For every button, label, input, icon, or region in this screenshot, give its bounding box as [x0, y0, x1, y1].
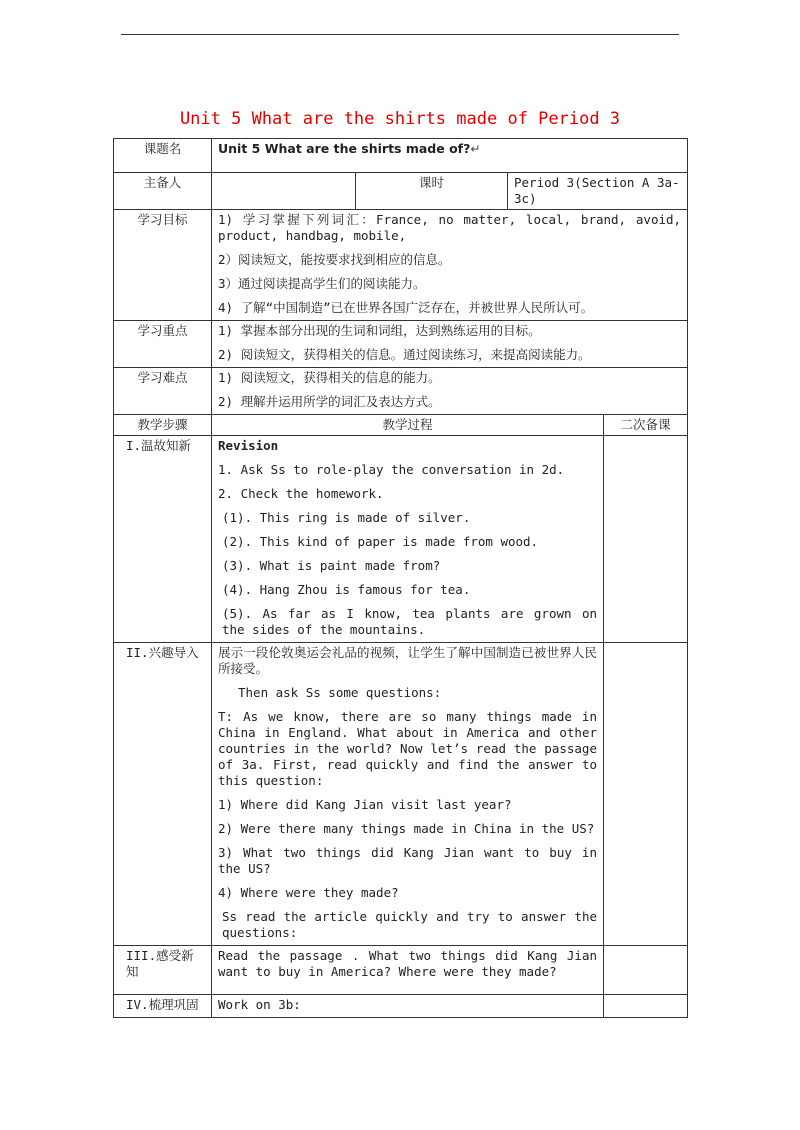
difficulties-row — [114, 368, 688, 415]
step-line: 2. Check the homework. — [218, 486, 384, 501]
step-line: 1. Ask Ss to role-play the conversation in 2d. — [218, 462, 565, 477]
period-label: 课时 — [356, 173, 508, 210]
topic-value: Unit 5 What are the shirts made of? — [218, 141, 471, 156]
prep-header: 二次备课 — [604, 415, 688, 436]
objective-item: 1) 学习掌握下列词汇：France, no matter, local, brand, avoid, product, handbag, mobile, — [218, 212, 682, 243]
objective-item: 3）通过阅读提高学生们的阅读能力。 — [218, 276, 426, 291]
step-label: IV.梳理巩固 — [114, 995, 212, 1018]
step-line: (4). Hang Zhou is famous for tea. — [222, 582, 471, 597]
topic-value-cell — [212, 139, 688, 173]
step-row — [114, 946, 688, 995]
step-line: 3) What two things did Kang Jian want to buy in the US? — [218, 845, 597, 876]
step-line: (3). What is paint made from? — [222, 558, 441, 573]
difficulty-item: 1) 阅读短文，获得相关的信息的能力。 — [218, 370, 441, 385]
difficulty-item: 2) 理解并运用所学的词汇及表达方式。 — [218, 394, 441, 409]
step-line: Then ask Ss some questions: — [238, 685, 442, 700]
step-content — [212, 995, 604, 1018]
step-line: 1) Where did Kang Jian visit last year? — [218, 797, 512, 812]
step-row — [114, 643, 688, 946]
step-content — [212, 643, 604, 946]
step-line: 2) Were there many things made in China in the US? — [218, 821, 595, 836]
objectives-cell — [212, 210, 688, 321]
difficulties-label: 学习难点 — [114, 368, 212, 415]
step-line: 展示一段伦敦奥运会礼品的视频，让学生了解中国制造已被世界人民所接受。 — [218, 645, 597, 676]
process-header: 教学过程 — [212, 415, 604, 436]
step-content — [212, 436, 604, 643]
process-header-row — [114, 415, 688, 436]
objectives-row — [114, 210, 688, 321]
step-prep-cell — [604, 946, 688, 995]
keypoints-cell — [212, 321, 688, 368]
objective-item: 4) 了解“中国制造”已在世界各国广泛存在，并被世界人民所认可。 — [218, 300, 594, 315]
preparer-label: 主备人 — [114, 173, 212, 210]
step-prep-cell — [604, 436, 688, 643]
keypoint-item: 1) 掌握本部分出现的生词和词组，达到熟练运用的目标。 — [218, 323, 541, 338]
step-line: 4) Where were they made? — [218, 885, 399, 900]
step-line: (5). As far as I know, tea plants are grown on the sides of the mountains. — [222, 606, 597, 637]
keypoint-item: 2) 阅读短文，获得相关的信息。通过阅读练习，来提高阅读能力。 — [218, 347, 591, 362]
step-line: (2). This kind of paper is made from wood. — [222, 534, 539, 549]
period-value: Period 3(Section A 3a-3c) — [508, 173, 688, 210]
keypoints-row — [114, 321, 688, 368]
step-prep-cell — [604, 995, 688, 1018]
topic-row — [114, 139, 688, 173]
objectives-label: 学习目标 — [114, 210, 212, 321]
preparer-row — [114, 173, 688, 210]
step-row — [114, 436, 688, 643]
keypoints-label: 学习重点 — [114, 321, 212, 368]
step-label: I.温故知新 — [114, 436, 212, 643]
topic-label: 课题名 — [114, 139, 212, 173]
lesson-plan-table — [113, 138, 688, 1018]
step-row — [114, 995, 688, 1018]
step-label: III.感受新知 — [114, 946, 212, 995]
step-line: T: As we know, there are so many things made in China in England. What about in America and other countries in the world? Now let’s read the passage of 3a. First, read quickly and find the answer to this question: — [218, 709, 597, 788]
step-line: (1). This ring is made of silver. — [222, 510, 471, 525]
header-rule — [121, 34, 679, 35]
difficulties-cell — [212, 368, 688, 415]
preparer-value — [212, 173, 356, 210]
document-title: Unit 5 What are the shirts made of Period 3 — [179, 109, 621, 129]
steps-header: 教学步骤 — [114, 415, 212, 436]
objective-item: 2）阅读短文，能按要求找到相应的信息。 — [218, 252, 451, 267]
step-content — [212, 946, 604, 995]
step-line: Read the passage . What two things did Kang Jian want to buy in America? Where were they made? — [218, 948, 597, 979]
step-line: Work on 3b: — [218, 997, 301, 1012]
paragraph-mark-icon: ↵ — [470, 142, 481, 156]
step-label: II.兴趣导入 — [114, 643, 212, 946]
step-prep-cell — [604, 643, 688, 946]
step-heading: Revision — [218, 438, 279, 453]
step-line: Ss read the article quickly and try to answer the questions: — [222, 909, 597, 940]
